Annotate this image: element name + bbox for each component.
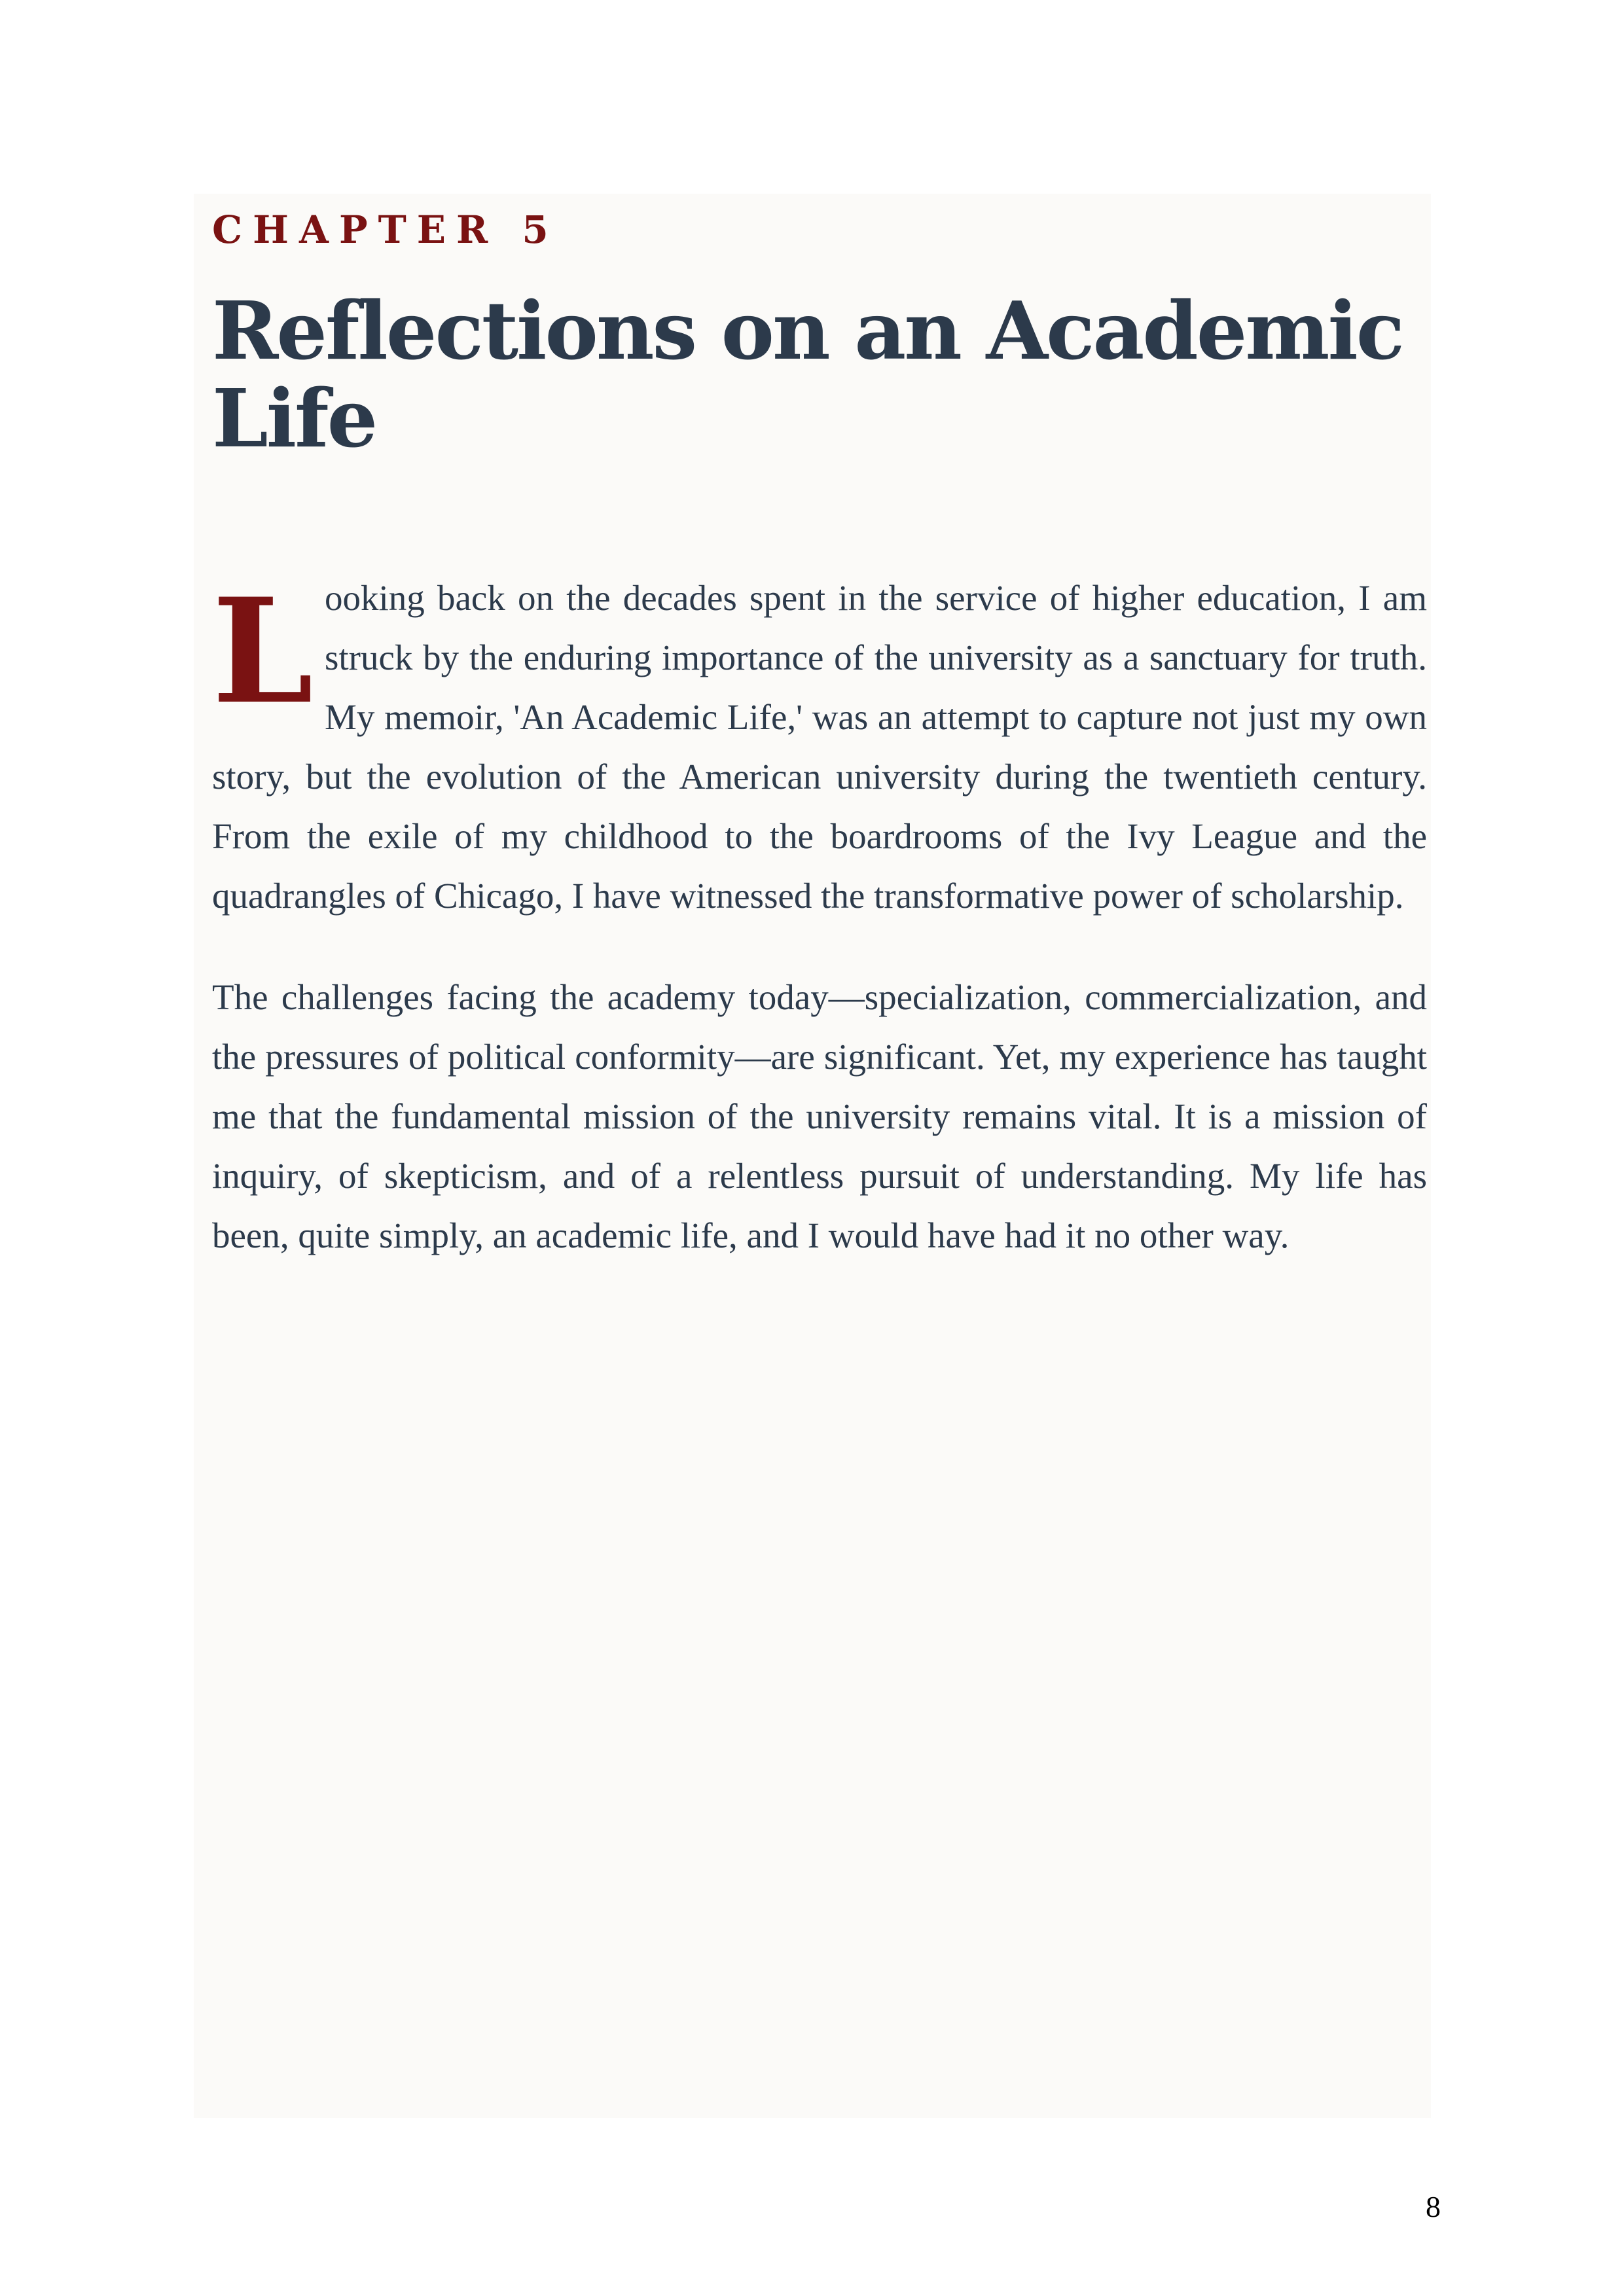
chapter-content — [212, 196, 1427, 1265]
page-number: 8 — [1426, 2190, 1441, 2223]
chapter-title: Reflections on an Academic Life — [212, 283, 1403, 466]
paragraph-1-text: ooking back on the decades spent in the service of higher education, I am struck by the enduring importance of the university as a sanctuary for truth. My memoir, 'An Academic Life,' was an attempt to capture not just my own story, but the evolution of the American university during the twentieth century. From the exile of my childhood to the boardrooms of the Ivy League and the quadrangles of Chicago, I have witnessed the transformative power of scholarship. — [212, 578, 1427, 916]
paragraph-1 — [212, 568, 1427, 925]
chapter-label: CHAPTER 5 — [212, 207, 559, 252]
paragraph-2: The challenges facing the academy today—specialization, commercialization, and the pressures of political conformity—are significant. Yet, my experience has taught me that the fundamental mission of the university remains vital. It is a mission of inquiry, of skepticism, and of a relentless pursuit of understanding. My life has been, quite simply, an academic life, and I would have had it no other way. — [212, 977, 1427, 1256]
drop-cap: L — [212, 566, 314, 736]
